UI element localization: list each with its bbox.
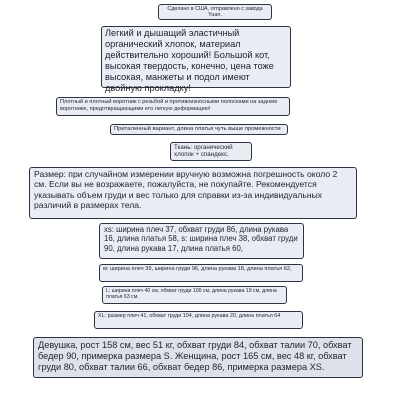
size-xs-s: xs: ширина плеч 37, обхват груди 86, длина рукава 16, длина платья 58, s: ширина плеч 38, обхват груди 90, длина рукава 17, длина платья 60, <box>99 223 304 259</box>
origin-note: Сделано в США, отправлено с завода Yuan. <box>158 4 272 20</box>
size-l: L: ширина плеч 40 см, обхват груди 100 см, длина рукава 19 см, длина платья 63 см. <box>102 286 287 304</box>
material-description: Легкий и дышащий эластичный органический хлопок, материал действительно хороший! Большой кот, высокая твердость, конечно, цена тоже высокая, манжеты и подол имеют двойную прокладку! <box>101 26 291 88</box>
fabric-note: Ткань: органический хлопок + спандекс. <box>170 142 252 161</box>
size-xl: XL: размер плеч 41, обхват груди 104, длина рукава 20, длина платья 64 <box>94 311 303 329</box>
fit-note: Приталенный вариант, длина платья чуть выше промежности <box>110 124 288 135</box>
size-m: м: ширина плеч 39, ширина груди 96, длина рукава 18, длина платья 62, <box>99 264 303 282</box>
model-fitting-info: Девушка, рост 158 см, вес 51 кг, обхват груди 84, обхват талии 70, обхват бедер 90, примерка размера S. Женщина, рост 165 см, вес 48 кг, обхват груди 80, обхват талии 66, обхват бедер 86, примерка размера XS. <box>33 337 363 378</box>
size-measurement-note: Размер: при случайном измерении вручную возможна погрешность около 2 см. Если вы не возражаете, пожалуйста, не покупайте. Рекомендуется указывать объем груди и вес только для справки из-за индивидуальных различий в размерах тела. <box>29 167 357 219</box>
collar-note: Плотный и плотный воротник с резьбой и противоизносными полосками на заднем воротнике, предотвращающими его легкую деформацию! <box>56 97 290 116</box>
